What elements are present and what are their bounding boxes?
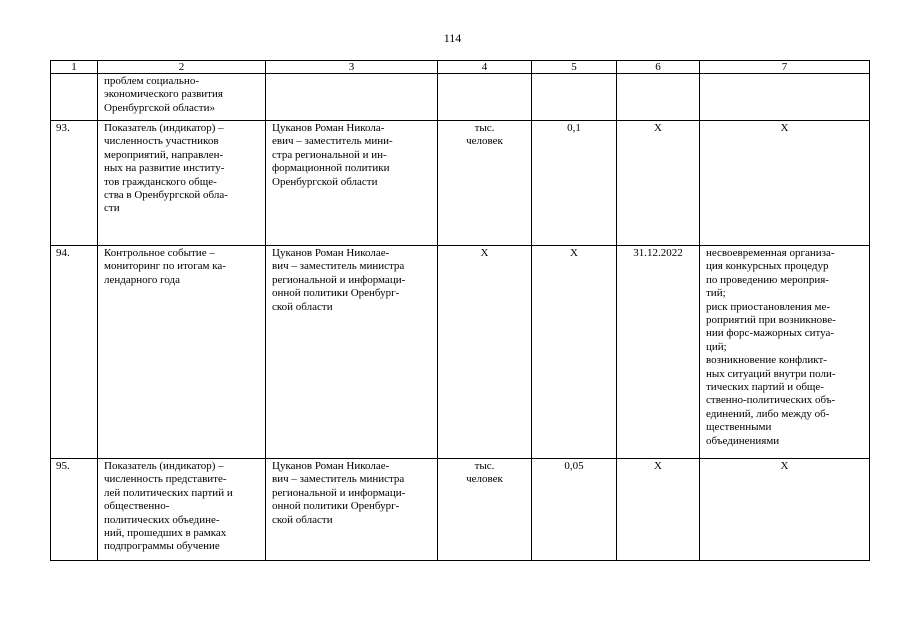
table-header-row bbox=[51, 61, 870, 74]
column-header-7: 7 bbox=[700, 61, 870, 74]
column-header-1: 1 bbox=[51, 61, 98, 74]
name-cell: проблем социально- экономического развития Оренбургской области» bbox=[98, 74, 266, 121]
table-row bbox=[51, 121, 870, 246]
responsible-cell bbox=[266, 74, 438, 121]
column-header-4: 4 bbox=[438, 61, 532, 74]
date-cell: Х bbox=[617, 121, 700, 246]
risks-cell: Х bbox=[700, 121, 870, 246]
risks-cell: Х bbox=[700, 459, 870, 561]
column-header-2: 2 bbox=[98, 61, 266, 74]
value-cell: Х bbox=[532, 246, 617, 459]
column-header-6: 6 bbox=[617, 61, 700, 74]
value-cell bbox=[532, 74, 617, 121]
unit-cell: тыс. человек bbox=[438, 121, 532, 246]
name-cell: Показатель (индикатор) – численность представите- лей политических партий и общественно- политических объедине- ний, прошедших в рамках подпрограммы обучение bbox=[98, 459, 266, 561]
responsible-cell: Цуканов Роман Николае- вич – заместитель министра региональной и информаци- онной политики Оренбург- ской области bbox=[266, 459, 438, 561]
name-cell: Контрольное событие – мониторинг по итогам ка- лендарного года bbox=[98, 246, 266, 459]
responsible-cell: Цуканов Роман Николае- вич – заместитель министра региональной и информаци- онной политики Оренбург- ской области bbox=[266, 246, 438, 459]
date-cell: Х bbox=[617, 459, 700, 561]
row-number-cell: 94. bbox=[51, 246, 98, 459]
table-row bbox=[51, 459, 870, 561]
plan-table bbox=[50, 60, 870, 561]
unit-cell bbox=[438, 74, 532, 121]
responsible-cell: Цуканов Роман Никола- евич – заместитель мини- стра региональной и ин- формационной политики Оренбургской области bbox=[266, 121, 438, 246]
unit-cell: Х bbox=[438, 246, 532, 459]
date-cell: 31.12.2022 bbox=[617, 246, 700, 459]
page-number: 114 bbox=[443, 31, 462, 45]
row-number-cell: 95. bbox=[51, 459, 98, 561]
name-cell: Показатель (индикатор) – численность участников мероприятий, направлен- ных на развитие институ- тов гражданского обще- ства в Оренбургской обла- сти bbox=[98, 121, 266, 246]
date-cell bbox=[617, 74, 700, 121]
table-row bbox=[51, 246, 870, 459]
column-header-5: 5 bbox=[532, 61, 617, 74]
column-header-3: 3 bbox=[266, 61, 438, 74]
value-cell: 0,05 bbox=[532, 459, 617, 561]
risks-cell bbox=[700, 74, 870, 121]
row-number-cell: 93. bbox=[51, 121, 98, 246]
value-cell: 0,1 bbox=[532, 121, 617, 246]
unit-cell: тыс. человек bbox=[438, 459, 532, 561]
risks-cell: несвоевременная организа- ция конкурсных процедур по проведению мероприя- тий; риск приостановления ме- роприятий при возникнове- нии форс-мажорных ситуа- ций; возникновение конфликт- ных ситуаций внутри поли- тических партий и обще- ственно-политических объ- единений, либо между об- щественными объединениями bbox=[700, 246, 870, 459]
table-row bbox=[51, 74, 870, 121]
row-number-cell bbox=[51, 74, 98, 121]
